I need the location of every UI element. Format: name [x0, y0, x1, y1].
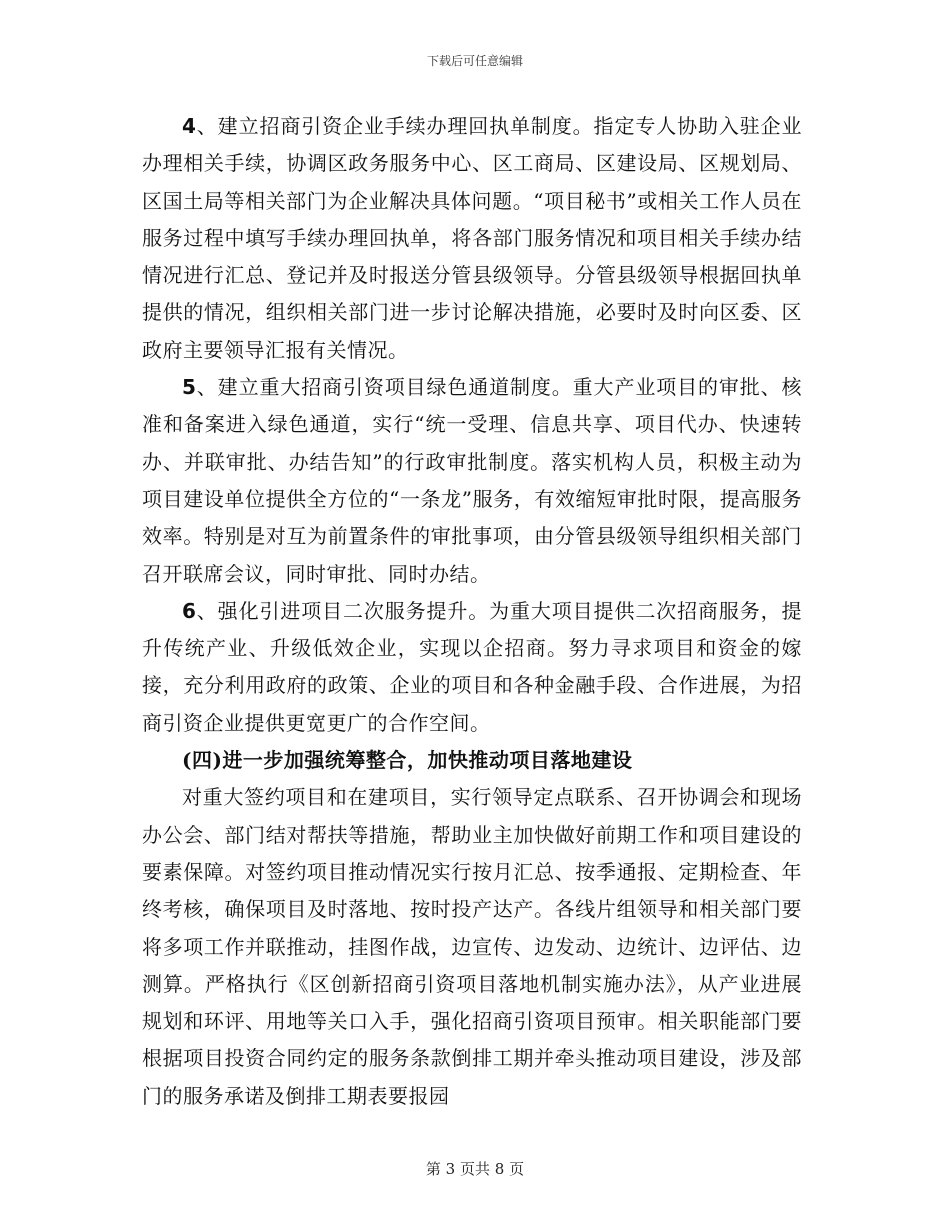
paragraph-item-5 [142, 369, 802, 593]
item-number: 6 [182, 598, 197, 623]
paragraph-text: 、建立招商引资企业手续办理回执单制度。指定专人协助入驻企业办理相关手续，协调区政务服务中心、区工商局、区建设局、区规划局、区国土局等相关部门为企业解决具体问题。“项目秘书”或相关工作人员在服务过程中填写手续办理回执单，将各部门服务情况和项目相关手续办结情况进行汇总、登记并及时报送分管县级领导。分管县级领导根据回执单提供的情况，组织相关部门进一步讨论解决措施，必要时及时向区委、区政府主要领导汇报有关情况。 [142, 114, 802, 362]
item-number: 4 [182, 114, 197, 138]
page-header: 下载后可任意编辑 [426, 54, 523, 68]
paragraph-text: 、强化引进项目二次服务提升。为重大项目提供二次招商服务，提升传统产业、升级低效企业，实现以企招商。努力寻求项目和资金的嫁接，充分利用政府的政策、企业的项目和各种金融手段、合作进展，为招商引资企业提供更宽更广的合作空间。 [142, 598, 802, 735]
paragraph-body: 对重大签约项目和在建项目，实行领导定点联系、召开协调会和现场办公会、部门结对帮扶等措施，帮助业主加快做好前期工作和项目建设的要素保障。对签约项目推动情况实行按月汇总、按季通报、定期检查、年终考核，确保项目及时落地、按时投产达产。各线片组领导和相关部门要将多项工作并联推动，挂图作战，边宣传、边发动、边统计、边评估、边测算。严格执行《区创新招商引资项目落地机制实施办法》，从产业进展规划和环评、用地等关口入手，强化招商引资项目预审。相关职能部门要根据项目投资合同约定的服务条款倒排工期并牵头推动项目建设，涉及部门的服务承诺及倒排工期表要报园 [142, 785, 802, 1108]
page-footer: 第 3 页共 8 页 [425, 1160, 525, 1178]
document-body [142, 108, 802, 1115]
paragraph-text: 、建立重大招商引资项目绿色通道制度。重大产业项目的审批、核准和备案进入绿色通道，实行“统一受理、信息共享、项目代办、快速转办、并联审批、办结告知”的行政审批制度。落实机构人员，积极主动为项目建设单位提供全方位的“一条龙”服务，有效缩短审批时限，提高服务效率。特别是对互为前置条件的审批事项，由分管县级领导组织相关部门召开联席会议，同时审批、同时办结。 [142, 375, 802, 586]
paragraph-item-4 [142, 108, 802, 369]
item-number: 5 [182, 375, 197, 400]
section-heading: (四)进一步加强统筹整合，加快推动项目落地建设 [182, 748, 633, 773]
paragraph-item-6 [142, 593, 802, 742]
